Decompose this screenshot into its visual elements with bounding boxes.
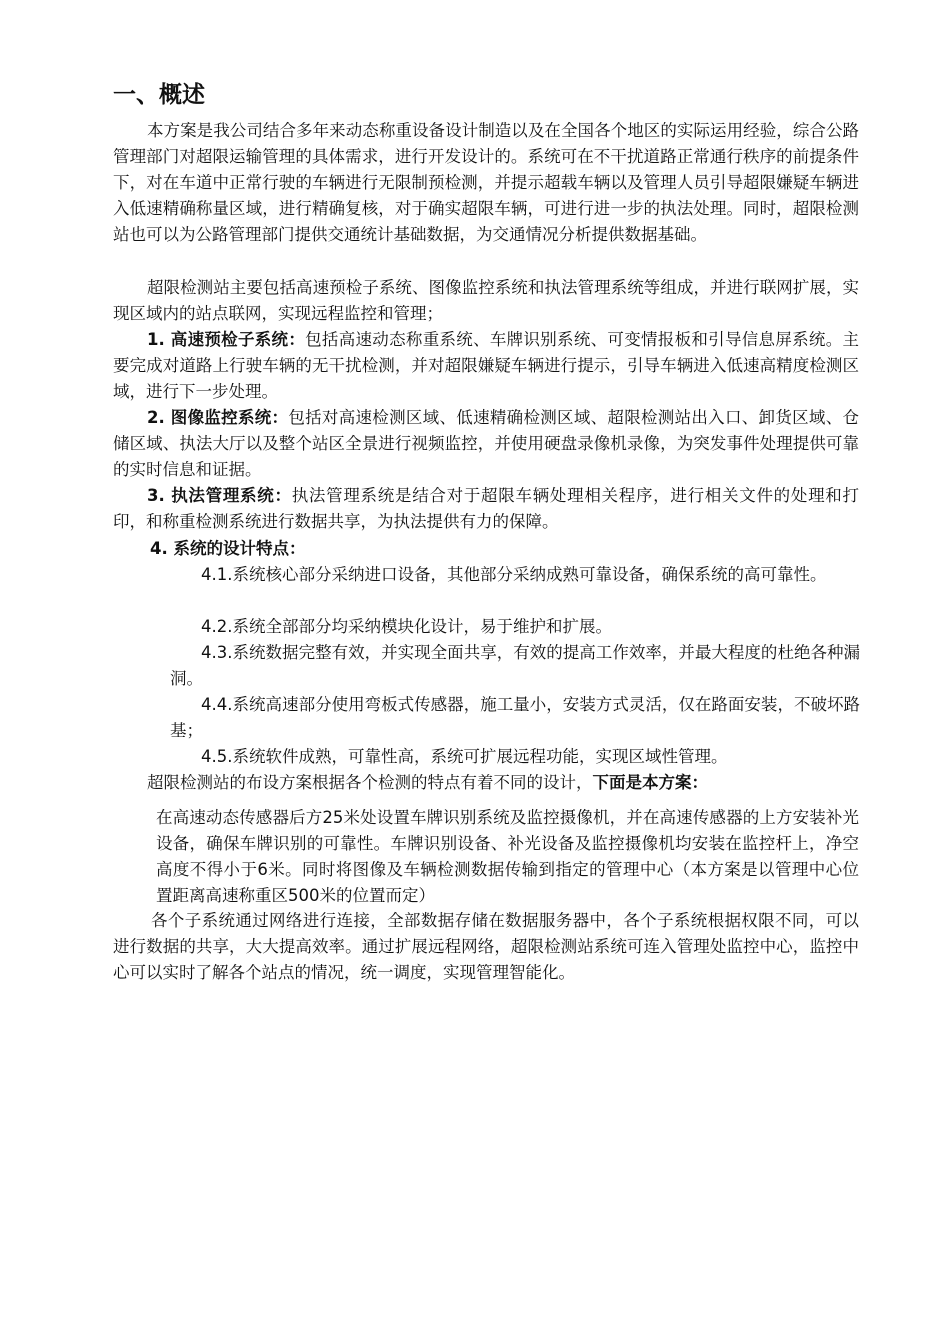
composition-paragraph: 超限检测站主要包括高速预检子系统、图像监控系统和执法管理系统等组成，并进行联网扩展，实现区域内的站点联网，实现远程监控和管理；	[113, 278, 859, 323]
subsystem-3-text: 执法管理系统是结合对于超限车辆处理相关程序，进行相关文件的处理和打印，和称重检测系统进行数据共享，为执法提供有力的保障。	[113, 486, 860, 531]
subsystem-1-paragraph	[113, 327, 859, 405]
layout-plan-bold: 下面是本方案：	[592, 773, 708, 792]
intro-paragraph: 本方案是我公司结合多年来动态称重设备设计制造以及在全国各个地区的实际运用经验，综合公路管理部门对超限运输管理的具体需求，进行开发设计的。系统可在不干扰道路正常通行秩序的前提条件下，对在车道中正常行驶的车辆进行无限制预检测，并提示超载车辆以及管理人员引导超限嫌疑车辆进入低速精确称量区域，进行精确复核，对于确实超限车辆，可进行进一步的执法处理。同时，超限检测站也可以为公路管理部门提供交通统计基础数据，为交通情况分析提供数据基础。	[113, 121, 859, 244]
subsystem-2-label: 2. 图像监控系统：	[147, 408, 289, 427]
subsystem-3-label: 3. 执法管理系统：	[147, 486, 292, 505]
subsystem-2-paragraph	[113, 405, 859, 483]
feature-item: 4.1.系统核心部分采纳进口设备，其他部分采纳成熟可靠设备，确保系统的高可靠性。	[201, 565, 827, 584]
feature-item: 4.2.系统全部部分均采纳模块化设计，易于维护和扩展。	[201, 617, 612, 636]
subsystem-1-label: 1. 高速预检子系统：	[147, 330, 306, 349]
plan-description-block: 在高速动态传感器后方25米处设置车牌识别系统及监控摄像机，并在高速传感器的上方安装补光设备，确保车牌识别的可靠性。车牌识别设备、补光设备及监控摄像机均安装在监控杆上，净空高度不得小于6米。同时将图像及车辆检测数据传输到指定的管理中心（本方案是以管理中心位置距离高速称重区500米的位置而定）	[156, 808, 860, 905]
layout-plan-paragraph: 超限检测站的布设方案根据各个检测的特点有着不同的设计，下面是本方案：	[147, 773, 708, 792]
feature-item: 4.5.系统软件成熟，可靠性高，系统可扩展远程功能，实现区域性管理。	[201, 747, 728, 766]
section-heading: 一、概述	[113, 82, 205, 108]
network-paragraph: 各个子系统通过网络进行连接，全部数据存储在数据服务器中，各个子系统根据权限不同，可以进行数据的共享，大大提高效率。通过扩展远程网络，超限检测站系统可连入管理处监控中心，监控中心可以实时了解各个站点的情况，统一调度，实现管理智能化。	[113, 911, 859, 982]
subsystem-2-text: 包括对高速检测区域、低速精确检测区域、超限检测站出入口、卸货区域、仓储区域、执法大厅以及整个站区全景进行视频监控，并使用硬盘录像机录像，为突发事件处理提供可靠的实时信息和证据。	[113, 408, 860, 479]
subsystem-1-text: 包括高速动态称重系统、车牌识别系统、可变情报板和引导信息屏系统。主要完成对道路上行驶车辆的无干扰检测，并对超限嫌疑车辆进行提示，引导车辆进入低速高精度检测区域，进行下一步处理。	[113, 330, 860, 401]
feature-item: 4.3.系统数据完整有效，并实现全面共享，有效的提高工作效率，并最大程度的杜绝各种漏洞。	[170, 643, 860, 688]
feature-item: 4.4.系统高速部分使用弯板式传感器，施工量小，安装方式灵活，仅在路面安装，不破坏路基；	[170, 695, 860, 740]
subsystem-3-paragraph	[113, 483, 859, 535]
design-features-heading: 4. 系统的设计特点：	[150, 539, 306, 558]
